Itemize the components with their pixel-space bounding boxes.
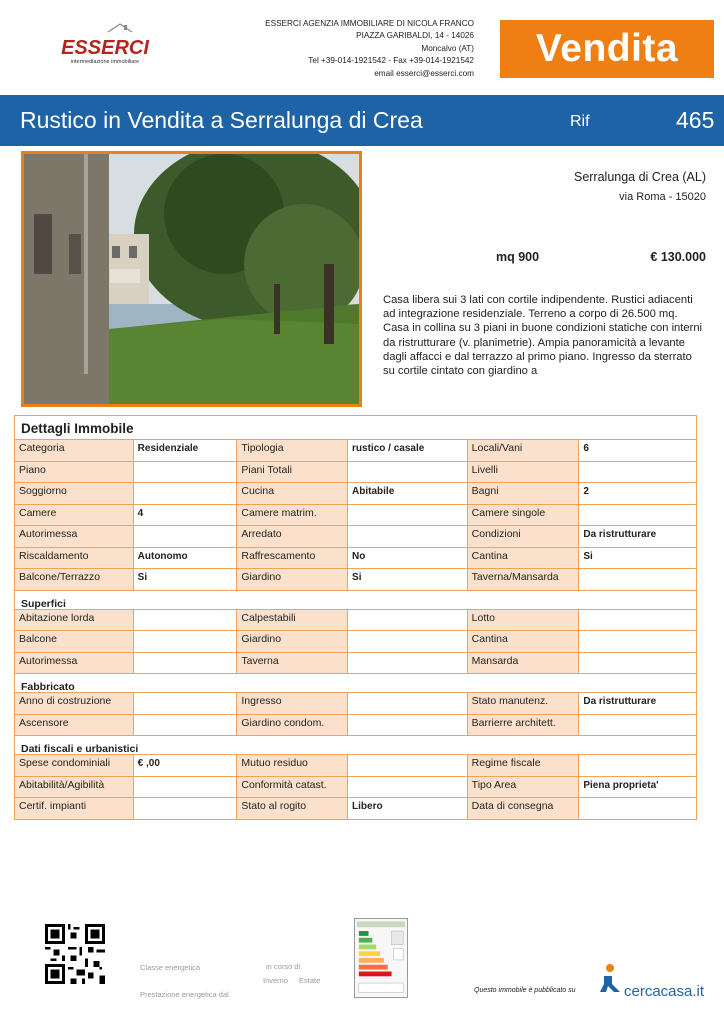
field-value: Residenziale [134,440,238,461]
field-label: Conformità catast. [237,777,348,798]
field-label: Taverna/Mansarda [468,569,580,590]
field-label: Tipologia [237,440,348,461]
field-value [348,505,468,526]
field-label: Stato al rogito [237,798,348,819]
field-value [348,653,468,674]
field-value [579,462,696,483]
field-label: Ascensore [15,715,134,736]
field-label: Autorimessa [15,526,134,547]
field-value: Abitabile [348,483,468,504]
table-row [15,548,696,570]
field-label: Barrierre architett. [468,715,580,736]
section-title: Dati fiscali e urbanistici [15,736,696,755]
field-value [134,631,238,652]
field-value [579,505,696,526]
field-value [134,798,238,819]
field-value [579,755,696,776]
section-title: Superfici [15,591,696,610]
rows [15,693,696,735]
field-label: Cantina [468,548,580,569]
location-city: Serralunga di Crea (AL) [573,170,706,184]
field-value [348,610,468,631]
field-value: Si [134,569,238,590]
field-label: Data di consegna [468,798,580,819]
field-label: Riscaldamento [15,548,134,569]
field-value [579,798,696,819]
field-label: Arredato [237,526,348,547]
field-label: Regime fiscale [468,755,580,776]
field-value [579,569,696,590]
field-value: € ,00 [134,755,238,776]
field-label: Taverna [237,653,348,674]
field-value [348,693,468,714]
field-label: Piano [15,462,134,483]
field-label: Anno di costruzione [15,693,134,714]
qr-code-icon [45,924,105,984]
field-value: Autonomo [134,548,238,569]
table-row [15,631,696,653]
field-label: Balcone/Terrazzo [15,569,134,590]
field-value [579,653,696,674]
field-value: rustico / casale [348,440,468,461]
price: € 130.000 [650,250,706,264]
field-label: Tipo Area [468,777,580,798]
cercacasa-logo[interactable] [598,962,708,1002]
field-value [348,462,468,483]
logo-text: ESSERCI [61,37,149,59]
field-label: Cantina [468,631,580,652]
winter-label: Inverno [263,976,289,985]
listing-type-badge: Vendita [500,20,714,78]
agency-city: Moncalvo (AT) [421,43,474,53]
field-label: Camere singole [468,505,580,526]
field-label: Giardino [237,631,348,652]
field-value [348,715,468,736]
section-superfici [14,590,697,674]
field-label: Piani Totali [237,462,348,483]
rif-value: 465 [676,107,715,133]
summer-label: Estate [299,976,321,985]
field-label: Raffrescamento [237,548,348,569]
field-value: Piena proprieta' [579,777,696,798]
agency-name: ESSERCI AGENZIA IMMOBILIARE DI NICOLA FRANCO [265,19,474,28]
agency-phone: Tel +39-014-1921542 - Fax +39-014-1921542 [308,56,474,66]
field-label: Camere matrim. [237,505,348,526]
rows [15,440,696,590]
field-label: Bagni [468,483,580,504]
field-value [134,610,238,631]
cercacasa-text: cercacasa.it [624,983,705,1000]
field-label: Camere [15,505,134,526]
field-label: Giardino [237,569,348,590]
energy-performance-label: Prestazione energetica dal [140,990,229,999]
field-value [134,777,238,798]
esserci-logo [58,22,153,66]
agency-email[interactable]: email esserci@esserci.com [374,68,474,78]
field-label: Stato manutenz. [468,693,580,714]
field-label: Categoria [15,440,134,461]
table-row [15,440,696,462]
surface-area: mq 900 [496,250,540,264]
field-label: Spese condominiali [15,755,134,776]
field-value: Libero [348,798,468,819]
details-table [14,415,697,820]
agency-street: PIAZZA GARIBALDI, 14 - 14026 [356,31,474,41]
energy-class-label: Classe energetica [140,963,201,972]
table-row [15,693,696,715]
rif-label: Rif [570,113,590,130]
field-label: Livelli [468,462,580,483]
field-value: Si [579,548,696,569]
table-row [15,755,696,777]
field-value [348,526,468,547]
energy-certificate-icon [354,918,408,998]
table-row [15,777,696,799]
field-label: Abitabilità/Agibilità [15,777,134,798]
field-label: Ingresso [237,693,348,714]
field-label: Condizioni [468,526,580,547]
field-value: Da ristrutturare [579,693,696,714]
photo-illustration [24,154,359,404]
table-row [15,483,696,505]
location-address: via Roma - 15020 [619,191,706,203]
section-fabbricato [14,673,697,735]
field-value: 2 [579,483,696,504]
field-value: Da ristrutturare [579,526,696,547]
section-title: Fabbricato [15,674,696,693]
field-value [348,755,468,776]
field-value [579,715,696,736]
table-row [15,505,696,527]
published-on-label: Questo immobile è pubblicato su [474,987,576,994]
field-label: Mutuo residuo [237,755,348,776]
table-row [15,610,696,632]
section-fiscali [14,735,697,820]
field-value: 4 [134,505,238,526]
field-label: Mansarda [468,653,580,674]
table-row [15,526,696,548]
table-row [15,798,696,819]
section-title: Dettagli Immobile [15,416,696,440]
field-value: 6 [579,440,696,461]
field-label: Abitazione lorda [15,610,134,631]
field-value [134,526,238,547]
field-label: Calpestabili [237,610,348,631]
property-photo [21,151,362,407]
title-bar [0,95,724,146]
field-label: Giardino condom. [237,715,348,736]
table-row [15,653,696,674]
listing-title: Rustico in Vendita a Serralunga di Crea [20,107,423,133]
table-row [15,715,696,736]
field-value [134,693,238,714]
field-value: No [348,548,468,569]
section-dettagli [14,415,697,590]
rows [15,610,696,674]
field-label: Locali/Vani [468,440,580,461]
field-value [134,483,238,504]
logo-subtitle: intermediazione immobiliare [70,59,140,65]
field-label: Balcone [15,631,134,652]
field-label: Lotto [468,610,580,631]
field-value [579,631,696,652]
in-corso-label: in corso di [266,962,301,971]
table-row [15,569,696,590]
rows [15,755,696,819]
field-label: Soggiorno [15,483,134,504]
field-label: Cucina [237,483,348,504]
agency-info [174,18,474,80]
field-value: Si [348,569,468,590]
field-label: Certif. impianti [15,798,134,819]
field-value [134,715,238,736]
table-row [15,462,696,484]
field-value [348,631,468,652]
field-value [348,777,468,798]
field-value [134,462,238,483]
field-value [579,610,696,631]
field-label: Autorimessa [15,653,134,674]
description: Casa libera sui 3 lati con cortile indipendente. Rustici adiacenti ad integrazione residenziale. Terreno a corpo di 26.500 mq. Casa in collina su 3 piani in buone condizioni statiche con interni da ristrutturare (v. planimetrie). Ampia panoramicità a levante dagli affacci e dal terrazzo al primo piano. Ingresso da sterrato su cortile cintato con giardino a [383,294,703,378]
field-value [134,653,238,674]
